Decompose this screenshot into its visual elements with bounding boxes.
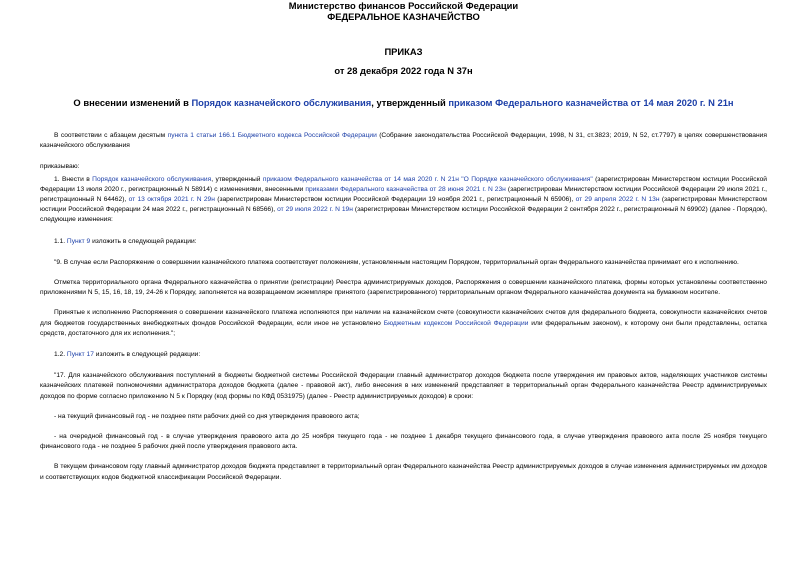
item-1-link-order-19n[interactable]: от 29 июля 2022 г. N 19н bbox=[277, 206, 353, 214]
quote-9-paragraph-2: Отметка территориального органа Федерального казначейства о принятии (регистрации) Реестра администрируемых доходов, Распоряжения о совершении казначейского платежа, формы которых установлены соответственно приложениями N 5, 15, 16, 18, 19, 24-26 к Порядку, заполняется на возвращаемом экземпляре принятого (зарегистрированного) территориальным органом Федерального казначейства документа на бумажном носителе. bbox=[40, 279, 767, 297]
item-1-link-order-21n[interactable]: приказом Федерального казначейства от 14 мая 2020 г. N 21н "О Порядке казначейского обслуживания" bbox=[262, 175, 593, 183]
quote-9-text-3a: Принятые к исполнению Распоряжения о совершении казначейского платежа исполняются при наличии на казначейском счете (совокупности казначейских счетов для федерального бюджета, совокупности казначейских счетов для бюджетов государственных внебюджетных фондов Российской Федерации, если иное не установлено bbox=[40, 309, 767, 327]
item-1-paragraph bbox=[40, 175, 767, 226]
quote-17-paragraph-2: - на текущий финансовый год - не позднее пяти рабочих дней со дня утверждения правового акта; bbox=[54, 412, 360, 420]
ordering-word: приказываю: bbox=[40, 163, 80, 171]
quote-9-paragraph-3 bbox=[40, 308, 767, 339]
item-1-text-3: (зарегистрирован Министерством юстиции Российской Федерации 13 июля 2020 г., регистрационный N 58914) с изменениями, внесенными bbox=[40, 175, 767, 193]
item-1-link-order-13n[interactable]: от 29 апреля 2022 г. N 13н bbox=[575, 196, 660, 204]
item-1-text-1: 1. Внести в bbox=[54, 175, 93, 183]
item-1-2-text-1: 1.2. bbox=[54, 351, 67, 359]
item-1-1-link-point-9[interactable]: Пункт 9 bbox=[66, 237, 91, 245]
item-1-link-order-23n[interactable]: приказами Федерального казначейства от 28 июня 2021 г. N 23н bbox=[305, 185, 506, 193]
preamble-link-budget-code[interactable]: пункта 1 статьи 166.1 Бюджетного кодекса Российской Федерации bbox=[167, 132, 377, 139]
subject-text-2: , утвержденный bbox=[371, 97, 449, 108]
quote-9-text-3b: или федеральным законом), к которому они были представлены, остатка средств, достаточного для их исполнения."; bbox=[40, 319, 767, 337]
order-subject bbox=[40, 97, 767, 109]
subject-link-procedure[interactable]: Порядок казначейского обслуживания bbox=[191, 97, 372, 108]
preamble-text-2: (Собрание законодательства Российской Федерации, 1998, N 31, ст.3823; 2019, N 52, ст.7797) в целях совершенствования казначейского обслуживания bbox=[40, 132, 767, 150]
quote-17-paragraph-4: В текущем финансовом году главный администратор доходов бюджета представляет в территориальный орган Федерального казначейства Реестр администрируемых доходов в случае изменения администрируемых им доходов и соответствующих кодов бюджетной классификации Российской Федерации. bbox=[40, 463, 767, 481]
item-1-text-4: (зарегистрирован Министерством юстиции Российской Федерации 29 июля 2021 г., регистрационный N 64462), bbox=[40, 185, 768, 204]
order-title: ПРИКАЗ bbox=[384, 46, 423, 57]
item-1-link-procedure[interactable]: Порядок казначейского обслуживания bbox=[92, 175, 212, 183]
item-1-2-text-2: изложить в следующей редакции: bbox=[93, 351, 201, 359]
subject-link-order[interactable]: приказом Федерального казначейства от 14 мая 2020 г. N 21н bbox=[448, 97, 734, 108]
item-1-link-order-29n[interactable]: от 13 октября 2021 г. N 29н bbox=[128, 196, 215, 204]
item-1-2-link-point-17[interactable]: Пункт 17 bbox=[66, 351, 94, 359]
order-date: от 28 декабря 2022 года N 37н bbox=[334, 65, 473, 76]
item-1-text-5: (зарегистрирован Министерством юстиции Российской Федерации 19 ноября 2021 г., регистрационный N 65906), bbox=[214, 196, 576, 204]
quote-9-link-budget-code[interactable]: Бюджетным кодексом Российской Федерации bbox=[383, 319, 529, 327]
quote-17-paragraph-1: "17. Для казначейского обслуживания поступлений в бюджеты бюджетной системы Российской Федерации главный администратор доходов бюджета после утверждения им правовых актов, наделяющих участников системы казначейских платежей полномочиями администратора доходов бюджета (далее - правовой акт), либо внесения в них изменений представляет в территориальный орган Федерального казначейства Реестр администрируемых доходов по форме согласно приложению N 5 к Порядку (код формы по КФД 0531975) (далее - Реестр администрируемых доходов) в сроки: bbox=[40, 372, 767, 400]
preamble-paragraph bbox=[40, 131, 767, 151]
quote-17-paragraph-3: - на очередной финансовый год - в случае утверждения правового акта до 25 ноября текущего года - не позднее 1 декабря текущего финансового года, в случае утверждения правового акта после 25 ноября текущего финансового года - не позднее 5 рабочих дней после утверждения правового акта. bbox=[40, 433, 767, 451]
item-1-1-text-1: 1.1. bbox=[54, 237, 67, 245]
item-1-1-text-2: изложить в следующей редакции: bbox=[90, 237, 197, 245]
quote-9-paragraph-1: "9. В случае если Распоряжение о совершении казначейского платежа соответствует положениям, установленным настоящим Порядком, территориальный орган Федерального казначейства принимает его к исполнению. bbox=[54, 258, 739, 266]
item-1-text-2: , утвержденный bbox=[211, 175, 263, 183]
item-1-2-paragraph bbox=[40, 350, 767, 360]
ministry-name: Министерство финансов Российской Федерации bbox=[288, 0, 519, 11]
preamble-text-1: В соответствии с абзацем десятым bbox=[54, 132, 168, 139]
item-1-1-paragraph bbox=[40, 237, 767, 247]
subject-text-1: О внесении изменений в bbox=[73, 97, 192, 108]
item-1-text-7: (зарегистрирован Министерством юстиции Российской Федерации 2 сентября 2022 г., регистрационный N 69902) (далее - Порядок), следующие изменения: bbox=[40, 206, 767, 224]
item-1-text-6: (зарегистрирован Министерством юстиции Российской Федерации 24 мая 2022 г., регистрационный N 68566), bbox=[40, 196, 767, 214]
treasury-name: ФЕДЕРАЛЬНОЕ КАЗНАЧЕЙСТВО bbox=[327, 11, 480, 22]
